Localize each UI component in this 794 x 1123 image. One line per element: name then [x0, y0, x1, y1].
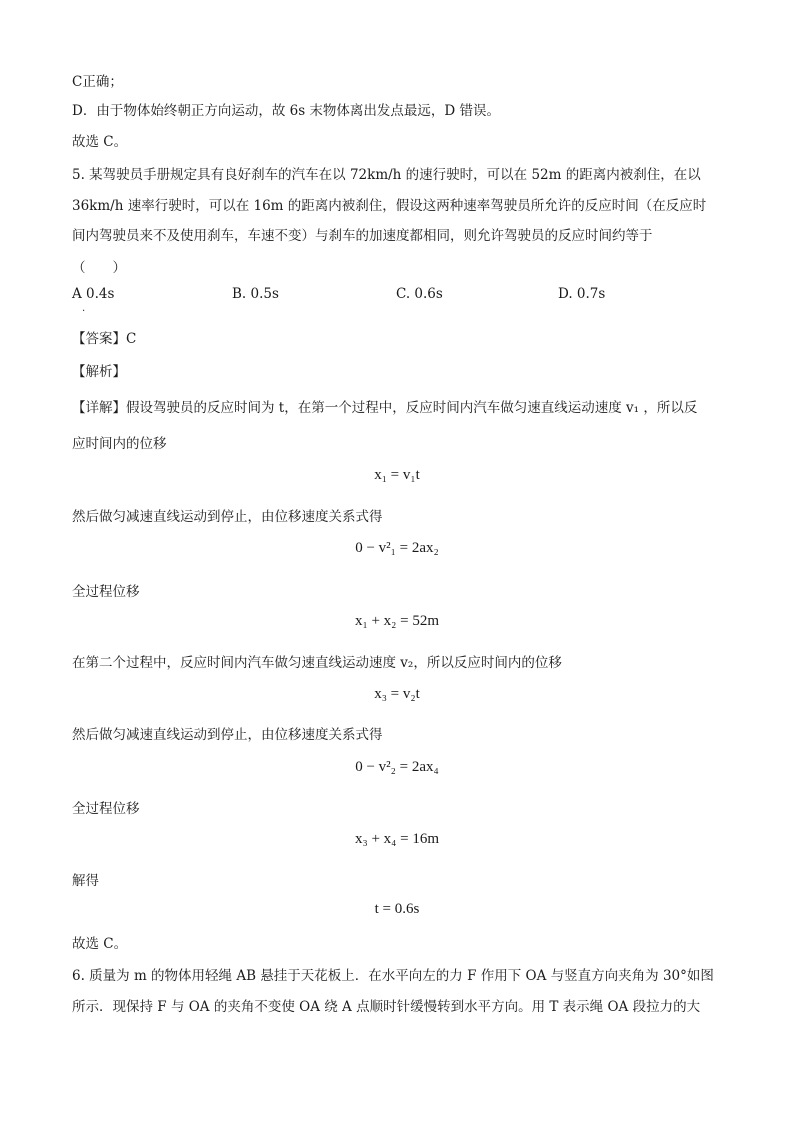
question-6-line: 所示．现保持 F 与 OA 的夹角不变使 OA 绕 A 点顺时针缓慢转到水平方向。用 T 表示绳 OA 段拉力的大 [72, 999, 701, 1015]
option-a: A 0.4s [72, 286, 115, 302]
option-d: D. 0.7s [558, 286, 606, 302]
text-line: 故选 C。 [72, 134, 128, 150]
question-5-line: 间内驾驶员来不及使用刹车，车速不变）与刹车的加速度都相同，则允许驾驶员的反应时间约等于 [72, 228, 653, 244]
question-5-line: 5. 某驾驶员手册规定具有良好刹车的汽车在以 72km/h 的速行驶时，可以在 52m 的距离内被刹住，在以 [72, 167, 701, 183]
equation-4: x₃ = v₂t [374, 686, 420, 702]
equation-6: x₃ + x₄ = 16m [354, 831, 440, 847]
text-line: 在第二个过程中，反应时间内汽车做匀速直线运动速度 v₂，所以反应时间内的位移 [72, 655, 562, 671]
text-line: 然后做匀减速直线运动到停止，由位移速度关系式得 [72, 727, 383, 743]
question-5-line: （ ） [72, 260, 126, 276]
text-line: C正确； [72, 74, 123, 90]
detail-line: 【详解】假设驾驶员的反应时间为 t，在第一个过程中，反应时间内汽车做匀速直线运动速度 v₁ ，所以反 [72, 400, 698, 416]
equation-1: x₁ = v₁t [374, 467, 420, 483]
text-line: 然后做匀减速直线运动到停止，由位移速度关系式得 [72, 509, 383, 525]
equation-3: x₁ + x₂ = 52m [354, 613, 440, 629]
text-line: D．由于物体始终朝正方向运动，故 6s 末物体离出发点最远，D 错误。 [72, 103, 501, 119]
answer-label: 【答案】C [72, 331, 137, 347]
text-line: 故选 C。 [72, 936, 128, 952]
equation-5: 0 − v²₂ = 2ax₄ [355, 759, 439, 775]
analysis-label: 【解析】 [72, 364, 126, 380]
equation-7: t = 0.6s [374, 901, 420, 917]
text-line: 全过程位移 [72, 584, 140, 600]
question-6-line: 6. 质量为 m 的物体用轻绳 AB 悬挂于天花板上．在水平向左的力 F 作用下 OA 与竖直方向夹角为 30°如图 [72, 968, 714, 984]
text-line: 全过程位移 [72, 801, 140, 817]
option-c: C. 0.6s [396, 286, 443, 302]
option-b: B. 0.5s [232, 286, 279, 302]
detail-line: 应时间内的位移 [72, 436, 167, 452]
answer-options [72, 286, 722, 306]
stray-dot: . [82, 303, 86, 314]
equation-2: 0 − v²₁ = 2ax₂ [355, 540, 439, 556]
question-5-line: 36km/h 速率行驶时，可以在 16m 的距离内被刹住，假设这两种速率驾驶员所允许的反应时间（在反应时 [72, 198, 707, 214]
text-line: 解得 [72, 873, 99, 889]
